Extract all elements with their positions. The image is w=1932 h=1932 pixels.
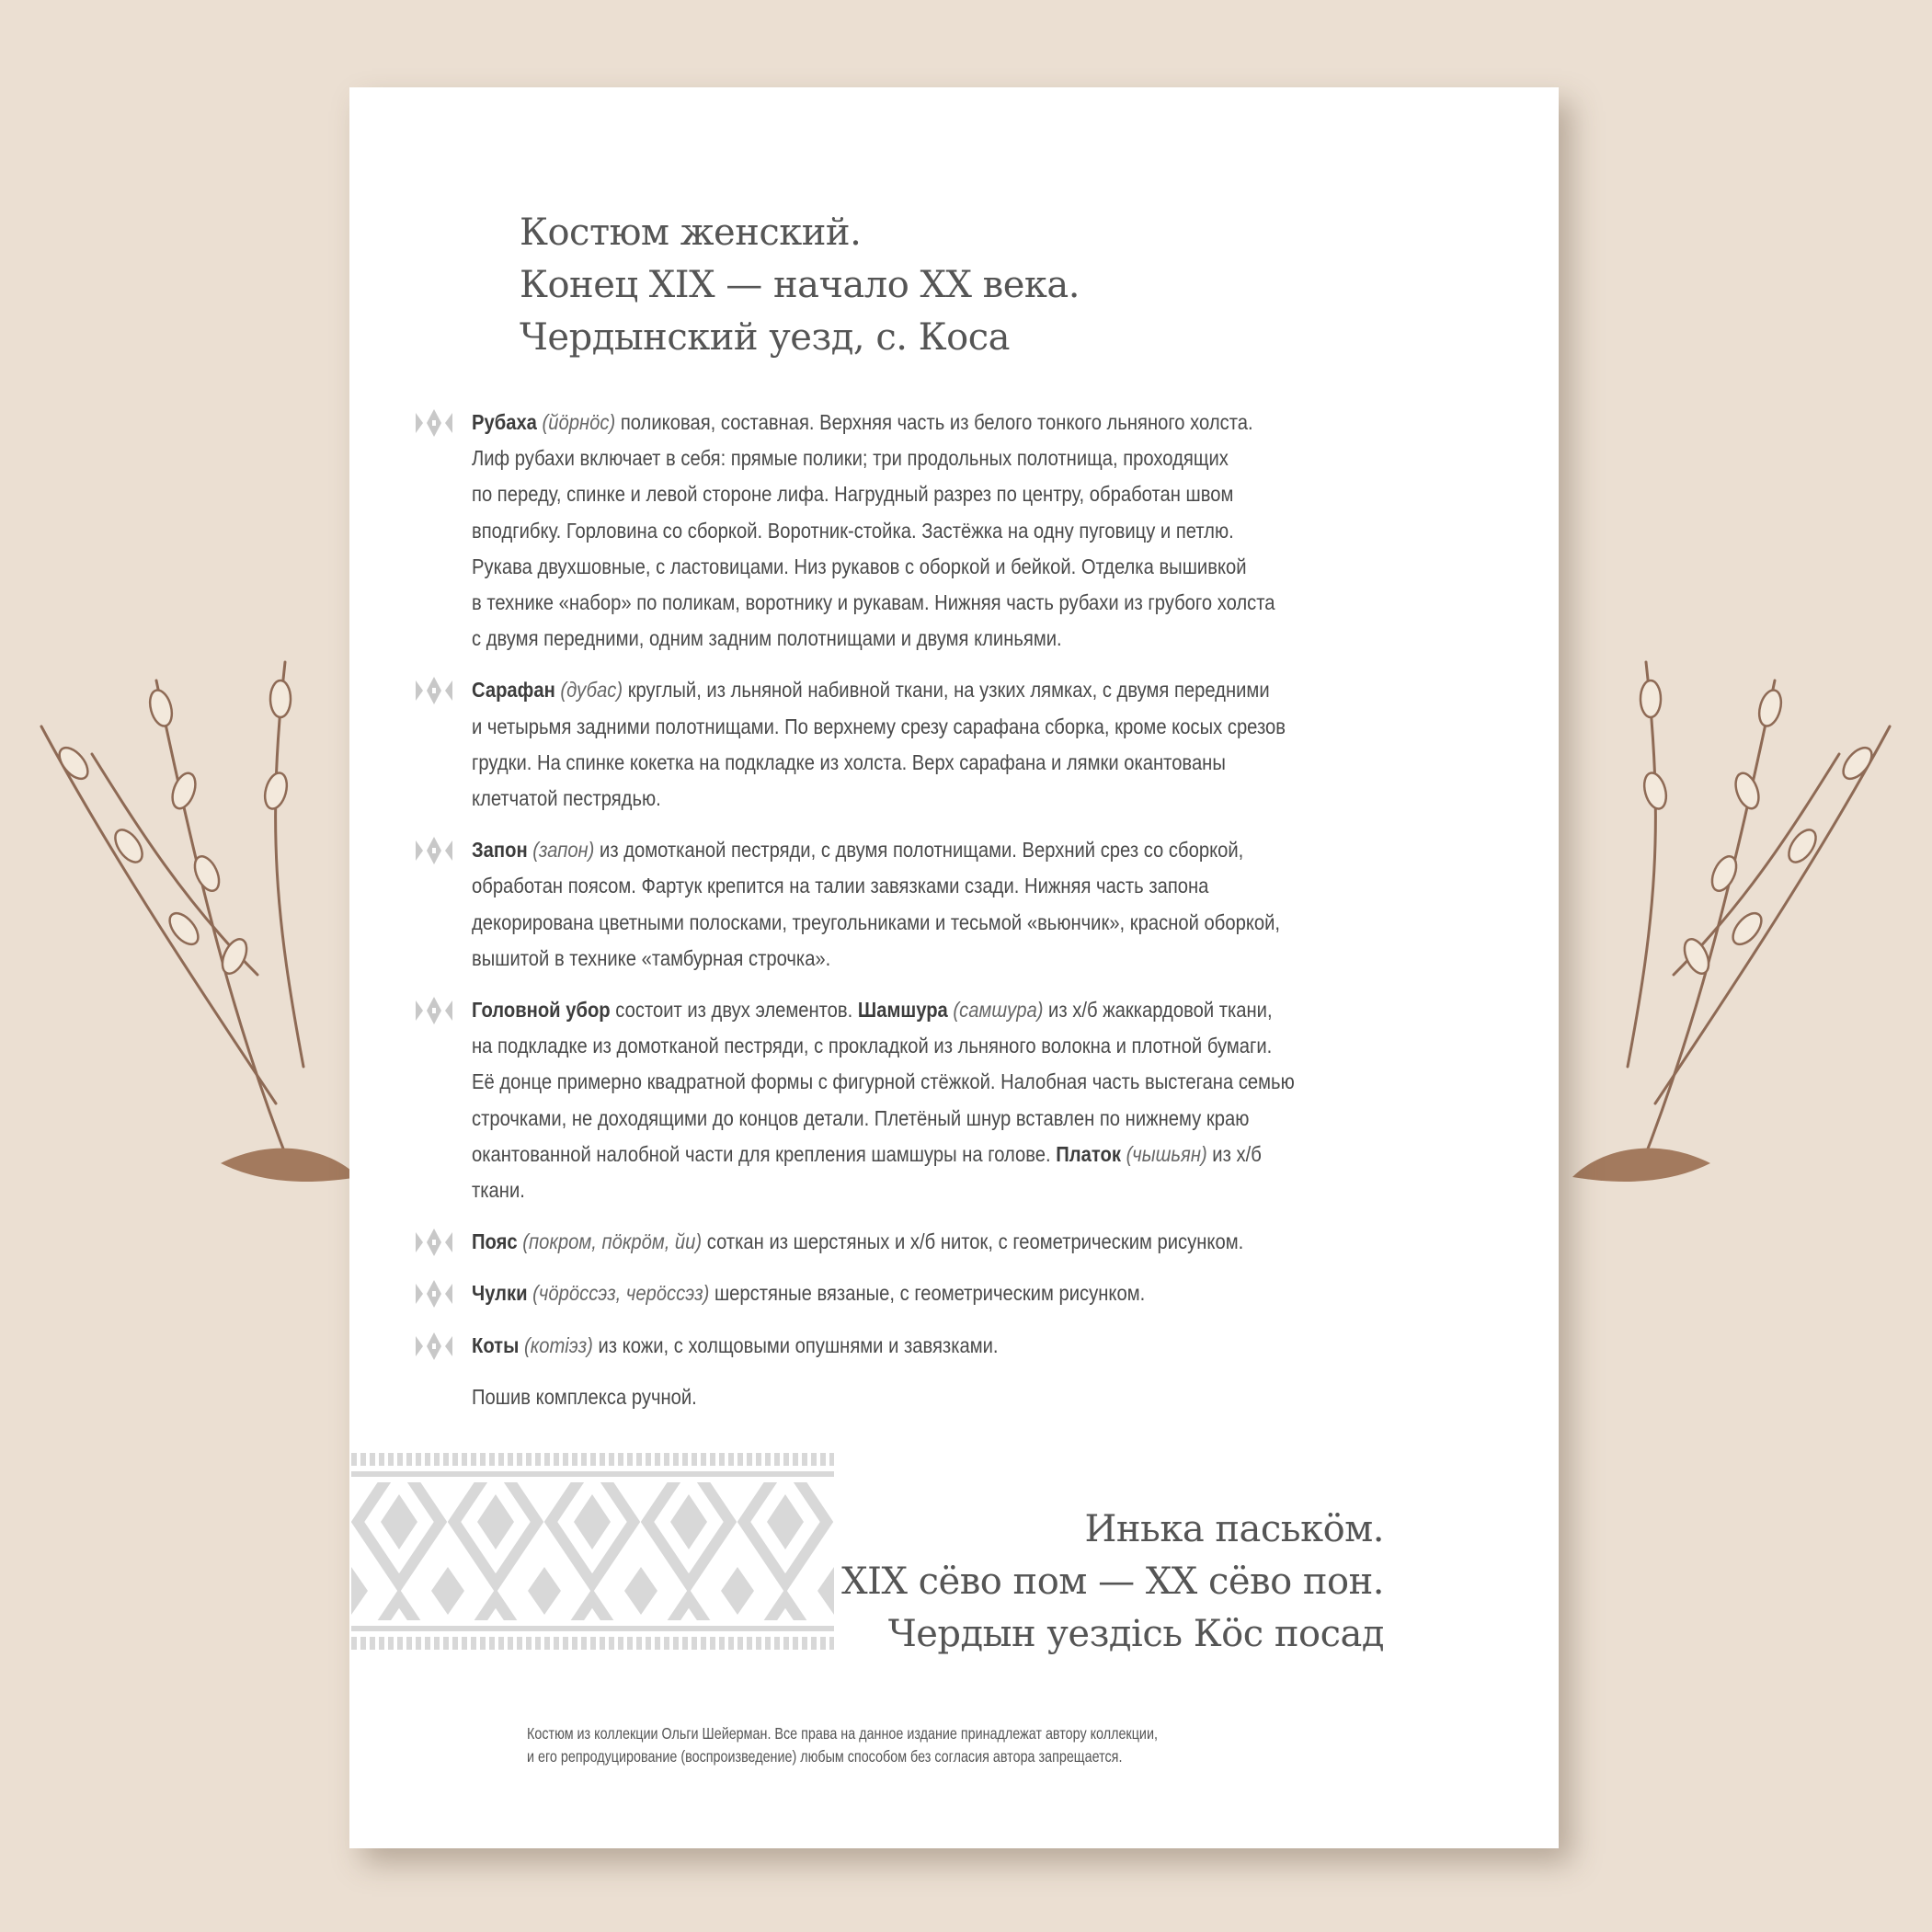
komi-title-line-1: Инька паськöм. <box>1084 1508 1384 1550</box>
copyright-line-2: и его репродуцирование (воспроизведение) любым способом без согласия автора запрещается. <box>527 1747 1123 1766</box>
item-alt-name: (покром, пöкрöм, йи) <box>522 1229 703 1254</box>
list-item-koty <box>414 1328 1499 1364</box>
item-text: соткан из шерстяных и х/б ниток, с геометрическим рисунком. <box>706 1229 1244 1254</box>
title-line-2: Конец XIX — начало XX века. <box>520 264 1080 306</box>
ornament-bullet-icon <box>414 1227 454 1258</box>
folk-ornament-pattern <box>351 1453 834 1655</box>
page-title <box>520 207 1080 364</box>
item-text-line: Её донце примерно квадратной формы с фигурной стёжкой. Налобная часть выстегана семью <box>472 1069 1295 1094</box>
item-text-line: вышитой в технике «тамбурная строчка». <box>472 945 831 970</box>
item-text-line: круглый, из льняной набивной ткани, на узких лямках, с двумя передними <box>627 678 1270 703</box>
item-text: ткани. <box>472 1178 525 1203</box>
item-subname: Шамшура <box>857 998 948 1023</box>
komi-title <box>841 1503 1384 1661</box>
item-alt-name: (чышьян) <box>1126 1141 1207 1166</box>
item-text-line: в технике «набор» по поликам, воротнику и рукавам. Нижняя часть рубахи из грубого холста <box>472 590 1275 615</box>
item-name: Пояс <box>472 1229 518 1254</box>
item-alt-name: (самшура) <box>953 998 1044 1023</box>
item-text-line: Лиф рубахи включает в себя: прямые полики; три продольных полотнища, проходящих <box>472 446 1229 471</box>
list-item-zapon <box>414 832 1499 977</box>
item-name: Головной убор <box>472 998 611 1023</box>
ornament-bullet-icon <box>414 1331 454 1362</box>
item-name: Коты <box>472 1332 520 1357</box>
ornament-bullet-icon <box>414 407 454 439</box>
item-text: из х/б жаккардовой ткани, <box>1048 998 1273 1023</box>
item-text: из кожи, с холщовыми опушнями и завязками. <box>598 1332 999 1357</box>
komi-title-line-3: Чердын уездiсь Кöс посад <box>887 1613 1384 1655</box>
item-subname: Платок <box>1056 1141 1121 1166</box>
title-line-3: Чердынский уезд, с. Коса <box>520 316 1010 359</box>
item-name: Запон <box>472 838 528 863</box>
item-alt-name: (чöрöссэз, черöссэз) <box>532 1281 710 1306</box>
item-text-line: на подкладке из домотканой пестряди, с прокладкой из льняного волокна и плотной бумаги. <box>472 1034 1273 1058</box>
item-text-line: и четырьмя задними полотнищами. По верхнему срезу сарафана сборка, кроме косых срезов <box>472 714 1286 738</box>
list-item-golovnoy-ubor <box>414 992 1499 1208</box>
item-name: Чулки <box>472 1281 528 1306</box>
item-text-line: строчками, не доходящими до концов детали. Плетёный шнур вставлен по нижнему краю <box>472 1105 1250 1130</box>
ornament-bullet-icon <box>414 835 454 866</box>
item-name: Рубаха <box>472 410 537 434</box>
sewing-note <box>414 1379 1499 1415</box>
item-text-line: вподгибку. Горловина со сборкой. Воротник-стойка. Застёжка на одну пуговицу и петлю. <box>472 518 1234 543</box>
costume-items-list <box>414 405 1499 1415</box>
list-item-rubakha <box>414 405 1499 657</box>
item-text-line: с двумя передними, одним задним полотнищами и двумя клиньями. <box>472 626 1062 651</box>
note-text: Пошив комплекса ручной. <box>472 1384 697 1409</box>
item-text: шерстяные вязаные, с геометрическим рисунком. <box>714 1281 1146 1306</box>
item-text-line: грудки. На спинке кокетка на подкладке из холста. Верх сарафана и лямки окантованы <box>472 749 1226 774</box>
item-text: состоит из двух элементов. <box>615 998 853 1023</box>
list-item-sarafan <box>414 672 1499 817</box>
item-text-line: обработан поясом. Фартук крепится на талии завязками сзади. Нижняя часть запона <box>472 874 1209 898</box>
list-item-chulki <box>414 1275 1499 1311</box>
copyright-line-1: Костюм из коллекции Ольги Шейерман. Все права на данное издание принадлежат автору коллекции, <box>527 1724 1158 1743</box>
document-page <box>349 87 1559 1848</box>
ornament-bullet-icon <box>414 995 454 1026</box>
copyright-notice <box>527 1722 1446 1768</box>
item-text-line: из домотканой пестряди, с двумя полотнищами. Верхний срез со сборкой, <box>600 838 1244 863</box>
list-item-poyas <box>414 1224 1499 1260</box>
item-text-line: декорирована цветными полосками, треугольниками и тесьмой «вьюнчик», красной оборкой, <box>472 909 1281 934</box>
item-text-line: поликовая, составная. Верхняя часть из белого тонкого льняного холста. <box>620 410 1253 434</box>
item-alt-name: (запон) <box>532 838 595 863</box>
item-text: из х/б <box>1212 1141 1262 1166</box>
item-text-line: клетчатой пестрядью. <box>472 786 661 811</box>
item-name: Сарафан <box>472 678 555 703</box>
komi-title-line-2: XIX сёво пом — XX сёво пон. <box>841 1560 1384 1603</box>
ornament-bullet-icon <box>414 675 454 706</box>
item-alt-name: (йöрнöс) <box>542 410 616 434</box>
item-alt-name: (котiэз) <box>523 1332 593 1357</box>
item-text-line: Рукава двухшовные, с ластовицами. Низ рукавов с оборкой и бейкой. Отделка вышивкой <box>472 554 1247 578</box>
item-alt-name: (дубас) <box>560 678 623 703</box>
item-text-line: по переду, спинке и левой стороне лифа. Нагрудный разрез по центру, обработан швом <box>472 482 1234 507</box>
title-line-1: Костюм женский. <box>520 211 862 254</box>
ornament-bullet-icon <box>414 1278 454 1309</box>
item-text: окантованной налобной части для крепления шамшуры на голове. <box>472 1141 1051 1166</box>
